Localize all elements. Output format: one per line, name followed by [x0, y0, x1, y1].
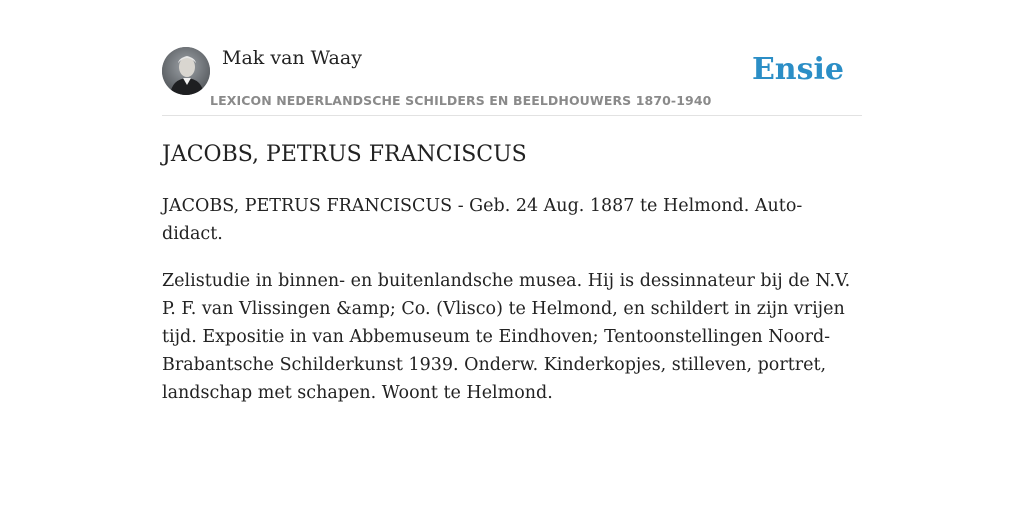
article-paragraph: JACOBS, PETRUS FRANCISCUS - Geb. 24 Aug. 1887 te Helmond. Auto-didact. [162, 196, 803, 244]
article-body [162, 192, 862, 426]
source-title[interactable]: LEXICON NEDERLANDSCHE SCHILDERS EN BEELDHOUWERS 1870-1940 [210, 93, 712, 108]
author-name[interactable]: Mak van Waay [222, 47, 362, 69]
portrait-icon [162, 47, 210, 95]
page [162, 0, 862, 403]
article-paragraph: Zelistudie in binnen- en buitenlandsche musea. Hij is dessinnateur bij de N.V. P. F. van Vlissingen &amp; Co. (Vlisco) te Helmond, en schildert in zijn vrijen tijd. Expositie in van Abbemuseum te Eindhoven; Tentoonstellingen Noord-Brabantsche Schilderkunst 1939. Onderw. Kinderkopjes, stilleven, portret, landschap met schapen. Woont te Helmond. [162, 271, 851, 403]
header [162, 0, 862, 116]
article-title: JACOBS, PETRUS FRANCISCUS [162, 142, 527, 167]
author-avatar[interactable] [162, 47, 210, 95]
brand-logo[interactable]: Ensie [751, 52, 844, 87]
